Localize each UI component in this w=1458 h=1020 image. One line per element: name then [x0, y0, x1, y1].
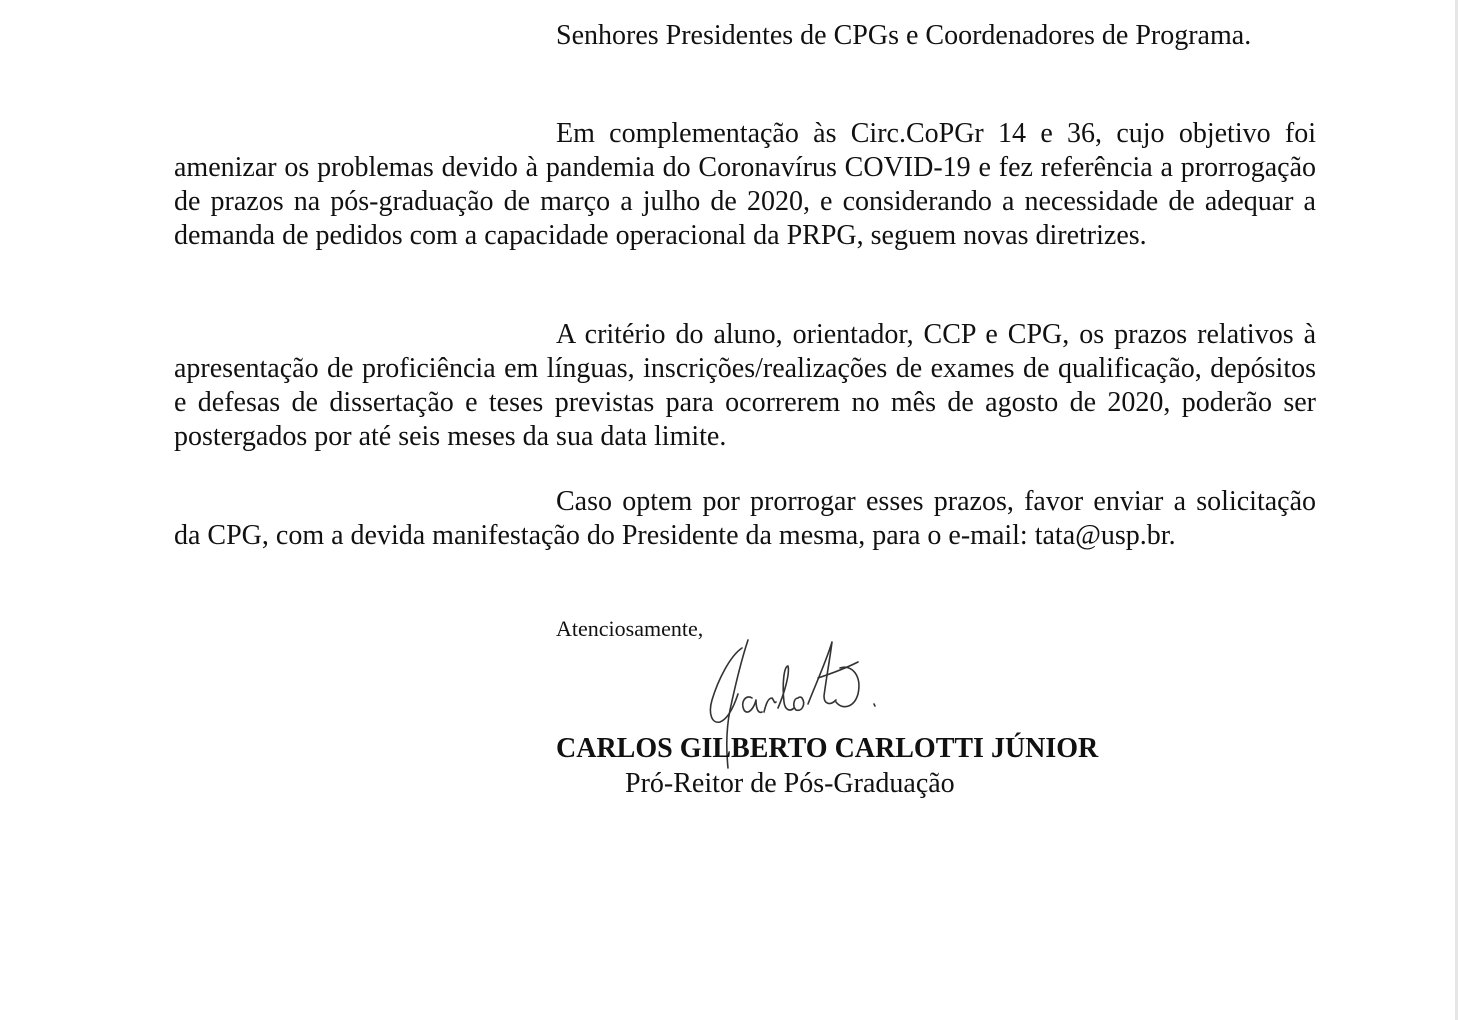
letter-paragraph-2: [174, 318, 1316, 454]
letter-paragraph-3: [174, 485, 1316, 553]
paragraph-text: Caso optem por prorrogar esses prazos, favor enviar a solicitação da CPG, com a devida manifestação do Presidente da mesma, para o e-mail: tata@usp.br.: [174, 486, 1316, 551]
signer-name: CARLOS GILBERTO CARLOTTI JÚNIOR: [556, 733, 1099, 764]
paragraph-text: A critério do aluno, orientador, CCP e CPG, os prazos relativos à apresentação de proficiência em línguas, inscrições/realizações de exames de qualificação, depósitos e defesas de dissertação e teses previstas para ocorrerem no mês de agosto de 2020, poderão ser postergados por até seis meses da sua data limite.: [174, 319, 1316, 452]
paragraph-text: Em complementação às Circ.CoPGr 14 e 36, cujo objetivo foi amenizar os problemas devido à pandemia do Coronavírus COVID-19 e fez referência a prorrogação de prazos na pós-graduação de março a julho de 2020, e considerando a necessidade de adequar a demanda de pedidos com a capacidade operacional da PRPG, seguem novas diretrizes.: [174, 118, 1316, 251]
letter-greeting: [174, 19, 1316, 53]
closing-salutation: Atenciosamente,: [556, 616, 704, 641]
signer-title: Pró-Reitor de Pós-Graduação: [625, 768, 955, 799]
greeting-text: Senhores Presidentes de CPGs e Coordenadores de Programa.: [556, 20, 1252, 51]
letter-paragraph-1: [174, 117, 1316, 253]
